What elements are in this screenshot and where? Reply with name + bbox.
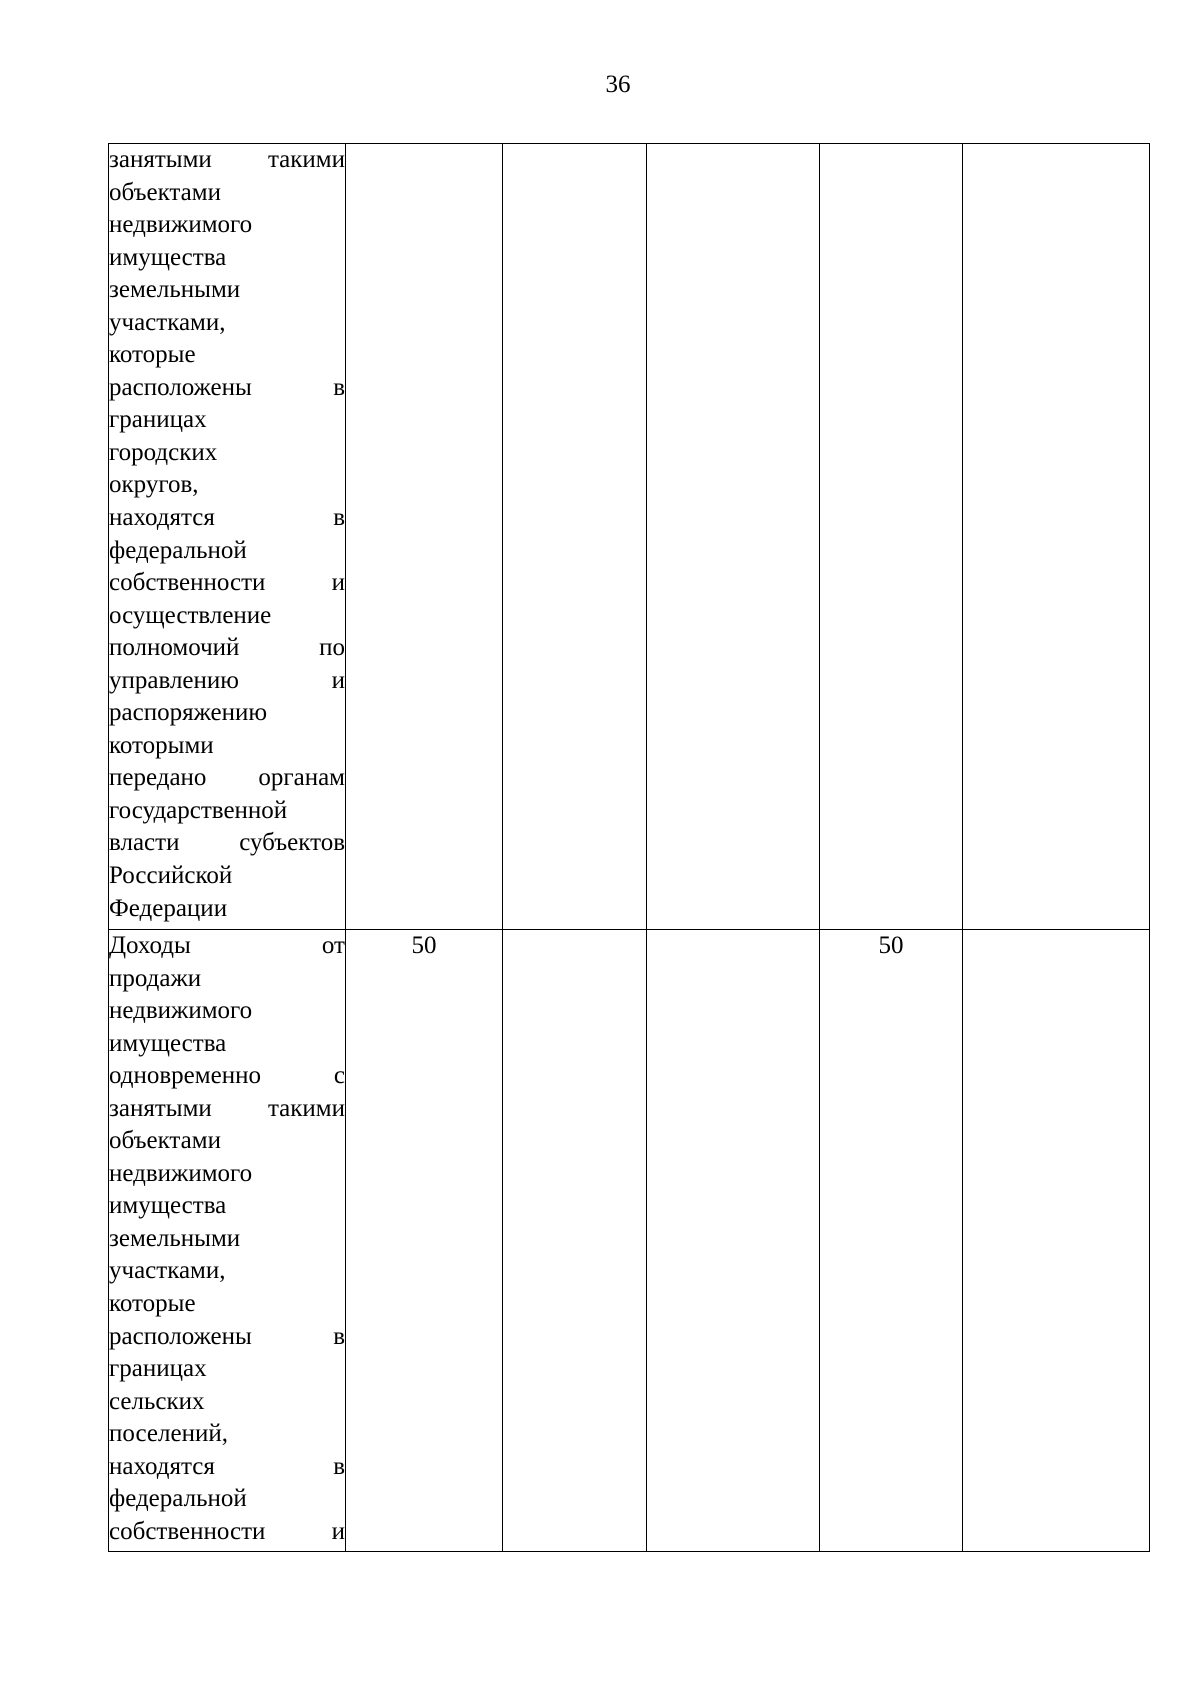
description-line	[109, 1255, 345, 1288]
description-word: полномочий	[109, 634, 240, 662]
value-cell	[963, 144, 1150, 930]
description-word: Доходы	[109, 932, 191, 959]
description-line	[109, 795, 345, 828]
revenue-description-cell	[109, 930, 346, 1552]
value-cell	[503, 144, 647, 930]
table-row	[109, 144, 1150, 930]
description-line	[109, 437, 345, 470]
description-word: Российской	[109, 862, 233, 890]
revenue-description-cell	[109, 144, 346, 930]
description-word: которые	[109, 1290, 196, 1318]
description-word: и	[331, 569, 345, 597]
description-word: которыми	[109, 731, 214, 759]
description-word: недвижимого	[109, 211, 253, 239]
description-word: участками,	[109, 308, 226, 336]
description-line	[109, 372, 345, 405]
description-word: земельными	[109, 276, 241, 304]
description-word: одновременно	[109, 1062, 261, 1090]
description-line	[109, 1158, 345, 1191]
description-word: имущества	[109, 243, 227, 271]
description-line	[109, 1093, 345, 1126]
description-word: расположены	[109, 1322, 252, 1350]
description-word: такими	[267, 146, 345, 173]
description-line	[109, 339, 345, 372]
description-line	[109, 535, 345, 568]
description-line	[109, 1451, 345, 1484]
description-word: имущества	[109, 1029, 227, 1057]
page-number: 36	[605, 71, 631, 98]
description-word: федеральной	[109, 536, 247, 564]
description-word: такими	[267, 1094, 345, 1122]
value-cell	[503, 930, 647, 1552]
description-line	[109, 1386, 345, 1419]
description-word: в	[333, 373, 345, 401]
value-cell: 50	[820, 930, 963, 1552]
value-cell	[647, 144, 820, 930]
description-word: в	[333, 1452, 345, 1480]
description-line	[109, 1418, 345, 1451]
value-cell	[963, 930, 1150, 1552]
description-line	[109, 307, 345, 340]
description-line	[109, 665, 345, 698]
description-line	[109, 209, 345, 242]
description-word: распоряжению	[109, 699, 268, 727]
description-word: имущества	[109, 1192, 227, 1220]
description-line	[109, 930, 345, 963]
description-word: в	[333, 504, 345, 532]
description-word: и	[331, 666, 345, 694]
description-line	[109, 1223, 345, 1256]
description-word: городских	[109, 438, 218, 466]
description-word: поселений,	[109, 1420, 228, 1448]
description-word: объектами	[109, 178, 221, 206]
description-line	[109, 1125, 345, 1158]
description-word: занятыми	[109, 1094, 212, 1122]
description-word: объектами	[109, 1127, 221, 1155]
description-line	[109, 860, 345, 893]
description-line	[109, 404, 345, 437]
value-cell	[820, 144, 963, 930]
value-cell	[346, 144, 503, 930]
description-word: органам	[258, 764, 345, 792]
description-line	[109, 502, 345, 535]
description-word: Федерации	[109, 894, 228, 922]
revenue-distribution-table	[108, 143, 1150, 1552]
description-word: федеральной	[109, 1485, 247, 1513]
description-word: расположены	[109, 373, 252, 401]
description-line	[109, 762, 345, 795]
description-line	[109, 144, 345, 177]
description-line	[109, 893, 345, 926]
description-line	[109, 697, 345, 730]
description-word: по	[319, 634, 345, 662]
description-word: участками,	[109, 1257, 226, 1285]
table-row	[109, 930, 1150, 1552]
description-line	[109, 1321, 345, 1354]
description-line	[109, 632, 345, 665]
description-word: недвижимого	[109, 1159, 253, 1187]
description-word: которые	[109, 341, 196, 369]
description-line	[109, 1353, 345, 1386]
description-line	[109, 963, 345, 996]
description-line	[109, 1190, 345, 1223]
value-cell: 50	[346, 930, 503, 1552]
description-line	[109, 827, 345, 860]
description-word: в	[333, 1322, 345, 1350]
description-line	[109, 1028, 345, 1061]
description-word: передано	[109, 764, 207, 792]
description-word: земельными	[109, 1224, 241, 1252]
description-word: собственности	[109, 569, 266, 597]
description-line	[109, 730, 345, 763]
description-word: власти	[109, 829, 180, 857]
description-line	[109, 469, 345, 502]
description-line	[109, 274, 345, 307]
description-line	[109, 177, 345, 210]
description-line	[109, 995, 345, 1028]
description-word: границах	[109, 1355, 207, 1383]
description-line	[109, 1516, 345, 1549]
description-word: осуществление	[109, 601, 272, 629]
description-word: недвижимого	[109, 997, 253, 1025]
description-word: субъектов	[239, 829, 345, 857]
description-word: с	[333, 1062, 345, 1090]
description-word: округов,	[109, 471, 199, 499]
description-word: границах	[109, 406, 207, 434]
description-word: находятся	[109, 504, 215, 532]
description-line	[109, 1483, 345, 1516]
description-word: сельских	[109, 1387, 205, 1415]
description-line	[109, 1060, 345, 1093]
description-line	[109, 242, 345, 275]
value-cell	[647, 930, 820, 1552]
description-word: собственности	[109, 1517, 266, 1545]
description-word: находятся	[109, 1452, 215, 1480]
description-word: и	[331, 1517, 345, 1545]
description-word: занятыми	[109, 146, 212, 173]
description-word: управлению	[109, 666, 239, 694]
description-line	[109, 1288, 345, 1321]
description-word: продажи	[109, 964, 202, 992]
description-line	[109, 600, 345, 633]
description-line	[109, 567, 345, 600]
description-word: государственной	[109, 796, 288, 824]
description-word: от	[321, 932, 345, 959]
